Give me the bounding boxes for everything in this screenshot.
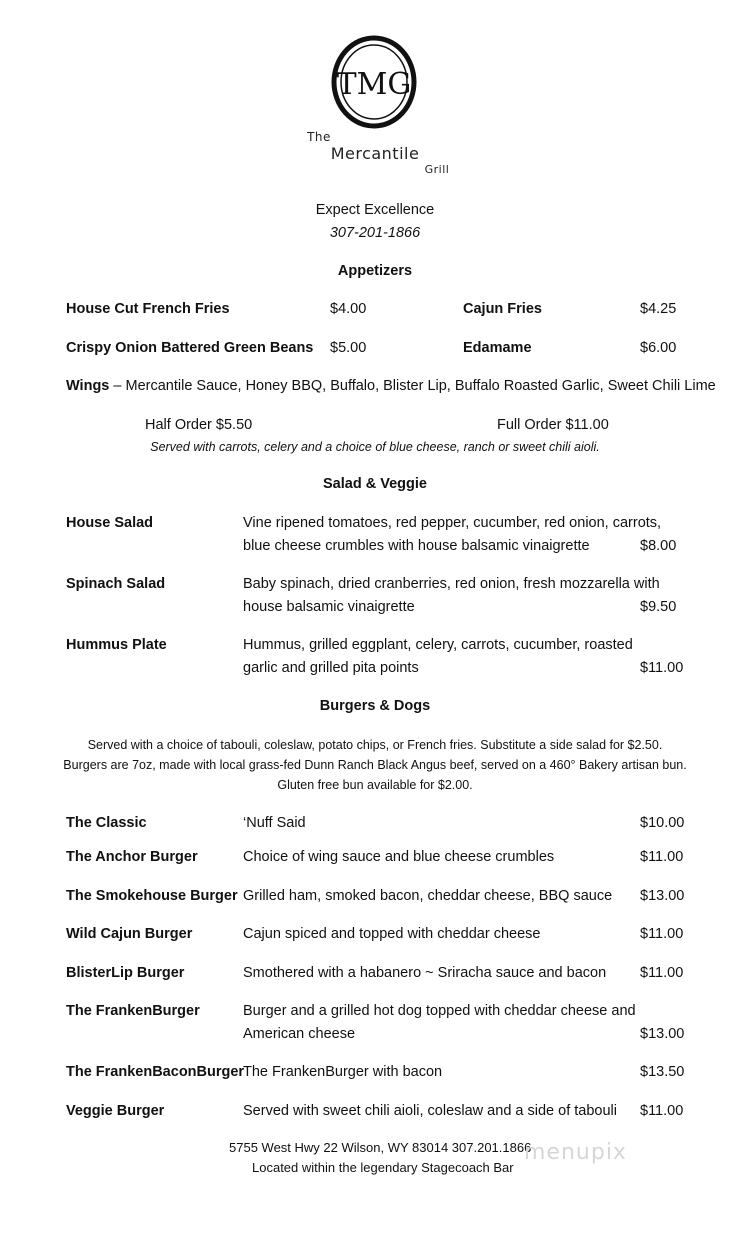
burger-price: $11.00 [640, 926, 684, 942]
logo-mercantile: Mercantile [330, 144, 420, 163]
burger-name: BlisterLip Burger [66, 965, 185, 981]
wings-full-order: Full Order $11.00 [497, 417, 609, 433]
burger-price: $10.00 [640, 815, 685, 831]
burger-name: The Smokehouse Burger [66, 888, 238, 904]
burger-desc: The FrankenBurger with bacon [243, 1064, 443, 1080]
burger-name: Veggie Burger [66, 1103, 165, 1119]
logo-emblem-icon [330, 34, 418, 130]
burger-desc: Burger and a grilled hot dog topped with cheddar cheese and [243, 1003, 636, 1019]
salad-desc: Hummus, grilled eggplant, celery, carrots, cucumber, roasted [243, 637, 633, 653]
salad-name: Hummus Plate [66, 637, 167, 653]
burger-desc: ‘Nuff Said [243, 815, 306, 831]
appetizer-price: $4.00 [330, 301, 367, 317]
burgers-note: Gluten free bun available for $2.00. [277, 778, 473, 792]
appetizer-price: $4.25 [640, 301, 677, 317]
footer-address: 5755 West Hwy 22 Wilson, WY 83014 307.201.1866 [229, 1140, 532, 1155]
wings-note: Served with carrots, celery and a choice of blue cheese, ranch or sweet chili aioli. [150, 440, 600, 454]
burgers-note: Served with a choice of tabouli, coleslaw, potato chips, or French fries. Substitute a side salad for $2.50. [87, 738, 663, 752]
burger-name: The FrankenBaconBurger [66, 1064, 245, 1080]
salad-desc: blue cheese crumbles with house balsamic vinaigrette [243, 538, 590, 554]
burger-name: Wild Cajun Burger [66, 926, 193, 942]
wings-sauces: – Mercantile Sauce, Honey BBQ, Buffalo, Blister Lip, Buffalo Roasted Garlic, Sweet Chili Lime [109, 378, 716, 394]
burger-desc: Served with sweet chili aioli, coleslaw and a side of tabouli [243, 1103, 617, 1119]
logo-the: The [307, 130, 331, 144]
salad-desc: house balsamic vinaigrette [243, 599, 415, 615]
burgers-note: Burgers are 7oz, made with local grass-fed Dunn Ranch Black Angus beef, served on a 460° Bakery artisan bun. [63, 758, 687, 772]
burger-name: The Anchor Burger [66, 849, 198, 865]
appetizer-name: House Cut French Fries [66, 301, 230, 317]
salad-name: Spinach Salad [66, 576, 166, 592]
burgers-heading: Burgers & Dogs [319, 698, 431, 714]
salad-desc: Vine ripened tomatoes, red pepper, cucumber, red onion, carrots, [243, 515, 662, 531]
salad-desc: garlic and grilled pita points [243, 660, 419, 676]
burger-desc: Choice of wing sauce and blue cheese crumbles [243, 849, 555, 865]
burger-desc: Smothered with a habanero ~ Sriracha sauce and bacon [243, 965, 607, 981]
logo-grill: Grill [424, 163, 450, 176]
burger-name: The Classic [66, 815, 147, 831]
salad-name: House Salad [66, 515, 154, 531]
burger-desc: Cajun spiced and topped with cheddar cheese [243, 926, 541, 942]
salad-desc: Baby spinach, dried cranberries, red onion, fresh mozzarella with [243, 576, 660, 592]
burger-price: $13.00 [640, 888, 685, 904]
burger-name: The FrankenBurger [66, 1003, 200, 1019]
burger-price: $13.50 [640, 1064, 685, 1080]
appetizer-name: Crispy Onion Battered Green Beans [66, 340, 314, 356]
salad-price: $8.00 [640, 538, 677, 554]
appetizers-heading: Appetizers [337, 263, 413, 279]
logo-monogram: TMG [336, 67, 412, 102]
wings-line [66, 375, 716, 397]
burger-price: $11.00 [640, 1103, 684, 1119]
wings-label: Wings [66, 378, 110, 394]
salad-price: $9.50 [640, 599, 677, 615]
salad-price: $11.00 [640, 660, 684, 676]
restaurant-logo [330, 34, 418, 130]
watermark: menupix [524, 1140, 627, 1165]
burger-price: $11.00 [640, 965, 684, 981]
salad-heading: Salad & Veggie [323, 476, 427, 492]
footer-location: Located within the legendary Stagecoach Bar [252, 1160, 514, 1175]
burger-desc: American cheese [243, 1026, 356, 1042]
wings-half-order: Half Order $5.50 [145, 417, 253, 433]
tagline: Expect Excellence [315, 202, 435, 218]
appetizer-price: $6.00 [640, 340, 677, 356]
burger-desc: Grilled ham, smoked bacon, cheddar cheese, BBQ sauce [243, 888, 613, 904]
burger-price: $13.00 [640, 1026, 685, 1042]
phone-number: 307-201-1866 [329, 225, 421, 241]
appetizer-name: Edamame [463, 340, 532, 356]
burger-price: $11.00 [640, 849, 684, 865]
appetizer-price: $5.00 [330, 340, 367, 356]
appetizer-name: Cajun Fries [463, 301, 542, 317]
